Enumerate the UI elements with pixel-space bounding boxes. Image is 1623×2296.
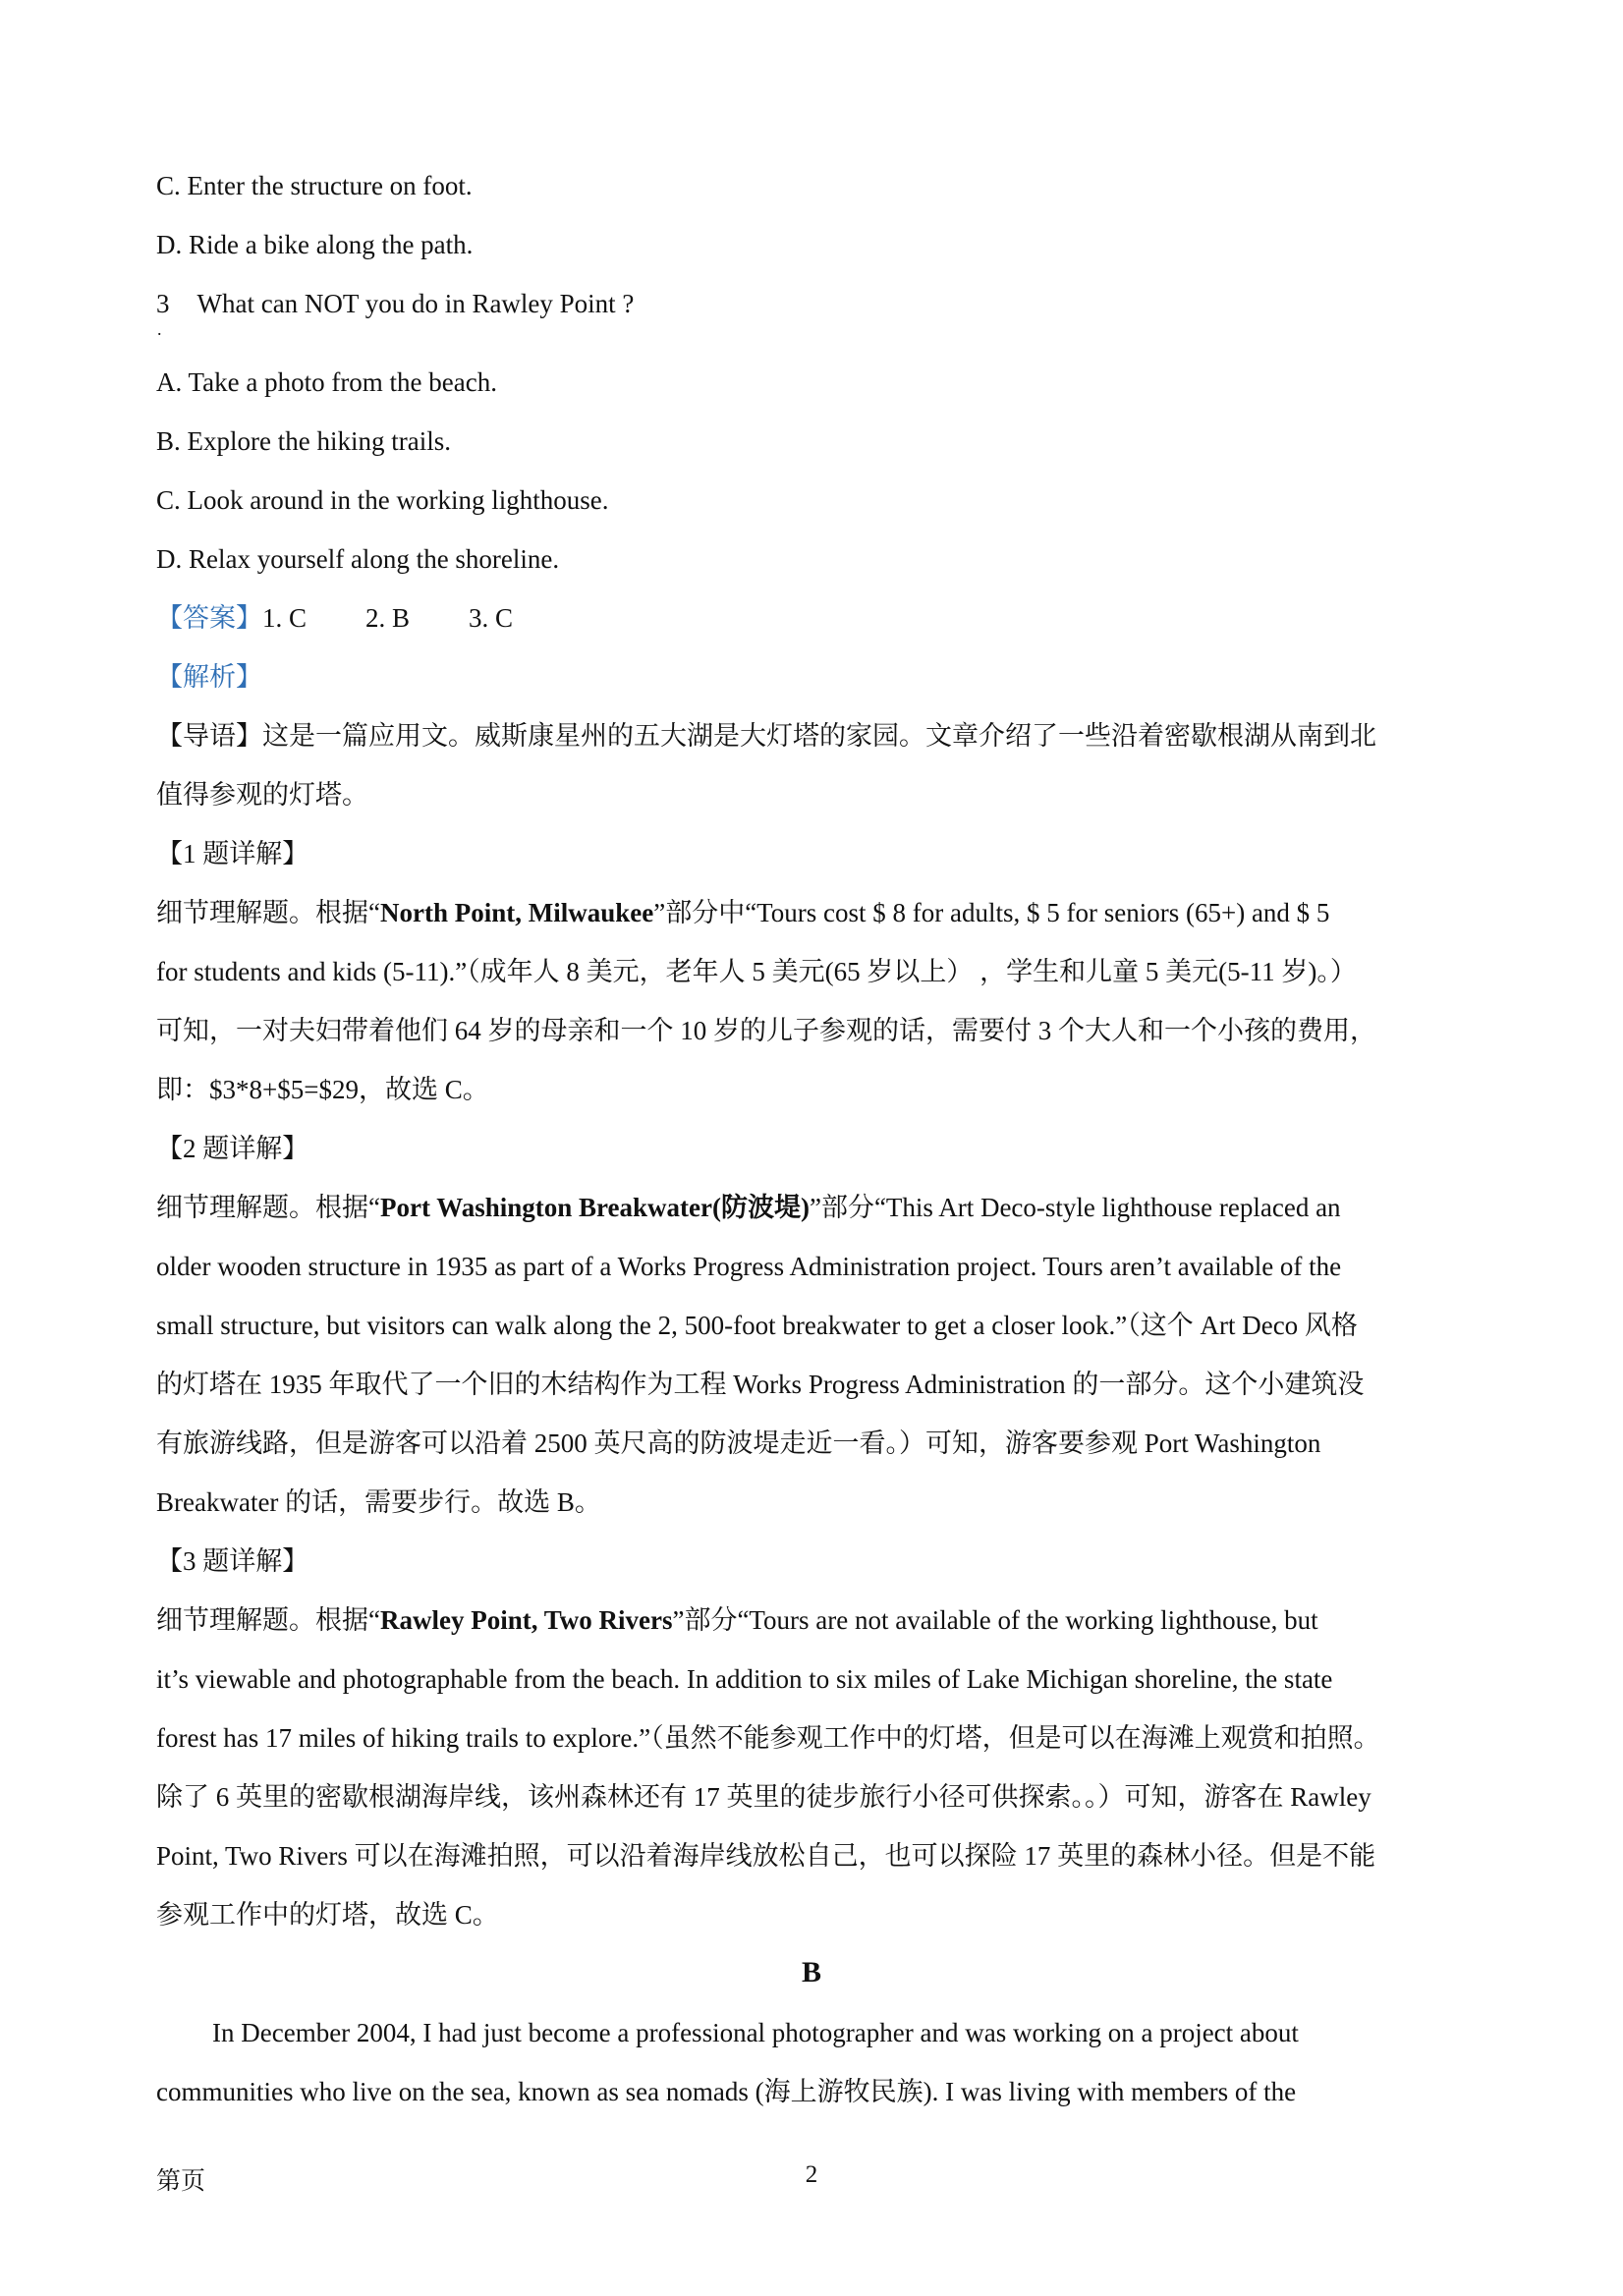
detail-3-line-6: 参观工作中的灯塔，故选 C。 bbox=[156, 1900, 499, 1930]
detail-3-line-4: 除了 6 英里的密歇根湖海岸线，该州森林还有 17 英里的徒步旅行小径可供探索。。）可知，游客在 Rawley bbox=[156, 1782, 1371, 1812]
detail-2-line-2: older wooden structure in 1935 as part of a Works Progress Administration project. Tours aren’t available of the bbox=[156, 1252, 1342, 1281]
detail-3-line-2: it’s viewable and photographable from the beach. In addition to six miles of Lake Michigan shoreline, the state bbox=[156, 1664, 1333, 1694]
detail-3-line-1 bbox=[156, 1602, 1318, 1638]
option-b-q3: B. Explore the hiking trails. bbox=[156, 426, 451, 456]
detail-3-label: 【3 题详解】 bbox=[156, 1546, 309, 1576]
answer-2: 2. B bbox=[365, 603, 411, 633]
detail-2-line-3: small structure, but visitors can walk along the 2, 500-foot breakwater to get a closer look.”（这个 Art Deco 风格 bbox=[156, 1311, 1358, 1340]
detail-2-line-1 bbox=[156, 1190, 1341, 1225]
detail-2-post: ”部分“This Art Deco-style lighthouse replaced an bbox=[809, 1193, 1341, 1222]
analysis-heading bbox=[156, 659, 262, 695]
detail-2-pre: 细节理解题。根据“ bbox=[156, 1193, 380, 1222]
option-c-q3: C. Look around in the working lighthouse. bbox=[156, 485, 609, 515]
detail-1-line-4: 即：$3*8+$5=$29，故选 C。 bbox=[156, 1075, 489, 1104]
detail-2-line-5: 有旅游线路，但是游客可以沿着 2500 英尺高的防波堤走近一看。）可知，游客要参观 Port Washington bbox=[156, 1428, 1321, 1458]
intro-line-2: 值得参观的灯塔。 bbox=[156, 780, 368, 810]
detail-3-pre: 细节理解题。根据“ bbox=[156, 1605, 380, 1635]
detail-3-section-name: Rawley Point, Two Rivers bbox=[379, 1605, 673, 1635]
answer-1: 1. C bbox=[262, 603, 308, 633]
footer-page-label: 第页 bbox=[156, 2168, 206, 2195]
option-c-q2: C. Enter the structure on foot. bbox=[156, 171, 473, 200]
answer-label: 【答案】 bbox=[156, 603, 262, 633]
detail-2-section-name: Port Washington Breakwater(防波堤) bbox=[379, 1193, 810, 1222]
detail-1-pre: 细节理解题。根据“ bbox=[156, 898, 380, 927]
detail-1-line-3: 可知，一对夫妇带着他们 64 岁的母亲和一个 10 岁的儿子参观的话，需要付 3 个大人和一个小孩的费用， bbox=[156, 1016, 1376, 1045]
detail-2-line-4: 的灯塔在 1935 年取代了一个旧的木结构作为工程 Works Progress Administration 的一部分。这个小建筑没 bbox=[156, 1370, 1365, 1399]
question-3-number: 3 bbox=[156, 289, 170, 318]
question-3 bbox=[156, 286, 634, 321]
intro-label: 【导语】 bbox=[156, 721, 262, 751]
detail-3-post: ”部分“Tours are not available of the working lighthouse, but bbox=[672, 1605, 1318, 1635]
answer-line bbox=[156, 600, 513, 636]
detail-1-label: 【1 题详解】 bbox=[156, 839, 309, 868]
question-3-text: What can NOT you do in Rawley Point ? bbox=[196, 289, 635, 318]
detail-3-line-5: Point, Two Rivers 可以在海滩拍照，可以沿着海岸线放松自己，也可以探险 17 英里的森林小径。但是不能 bbox=[156, 1841, 1376, 1871]
footer-page-number: 2 bbox=[805, 2161, 818, 2188]
detail-2-line-6: Breakwater 的话，需要步行。故选 B。 bbox=[156, 1487, 601, 1517]
detail-1-post: ”部分中“Tours cost $ 8 for adults, $ 5 for seniors (65+) and $ 5 bbox=[653, 898, 1330, 927]
intro-line-1 bbox=[156, 718, 1376, 754]
answer-3: 3. C bbox=[469, 603, 514, 633]
detail-1-line-2: for students and kids (5-11).”（成年人 8 美元，老年人 5 美元(65 岁以上） ，学生和儿童 5 美元(5-11 岁)。） bbox=[156, 957, 1357, 986]
option-d-q2: D. Ride a bike along the path. bbox=[156, 230, 474, 259]
section-b-heading: B bbox=[801, 1956, 821, 1988]
question-3-dot: . bbox=[157, 319, 162, 339]
option-a-q3: A. Take a photo from the beach. bbox=[156, 367, 497, 397]
option-d-q3: D. Relax yourself along the shoreline. bbox=[156, 544, 560, 574]
intro-text-1: 这是一篇应用文。威斯康星州的五大湖是大灯塔的家园。文章介绍了一些沿着密歇根湖从南到北 bbox=[262, 721, 1376, 751]
section-b-line-2: communities who live on the sea, known as sea nomads (海上游牧民族). I was living with members of the bbox=[156, 2077, 1297, 2106]
detail-1-line-1 bbox=[156, 895, 1329, 930]
detail-3-line-3: forest has 17 miles of hiking trails to explore.”（虽然不能参观工作中的灯塔，但是可以在海滩上观赏和拍照。 bbox=[156, 1723, 1380, 1753]
analysis-label: 【解析】 bbox=[156, 662, 262, 692]
detail-2-label: 【2 题详解】 bbox=[156, 1134, 309, 1163]
section-b-line-1: In December 2004, I had just become a professional photographer and was working on a project about bbox=[212, 2018, 1299, 2047]
detail-1-section-name: North Point, Milwaukee bbox=[379, 898, 654, 927]
